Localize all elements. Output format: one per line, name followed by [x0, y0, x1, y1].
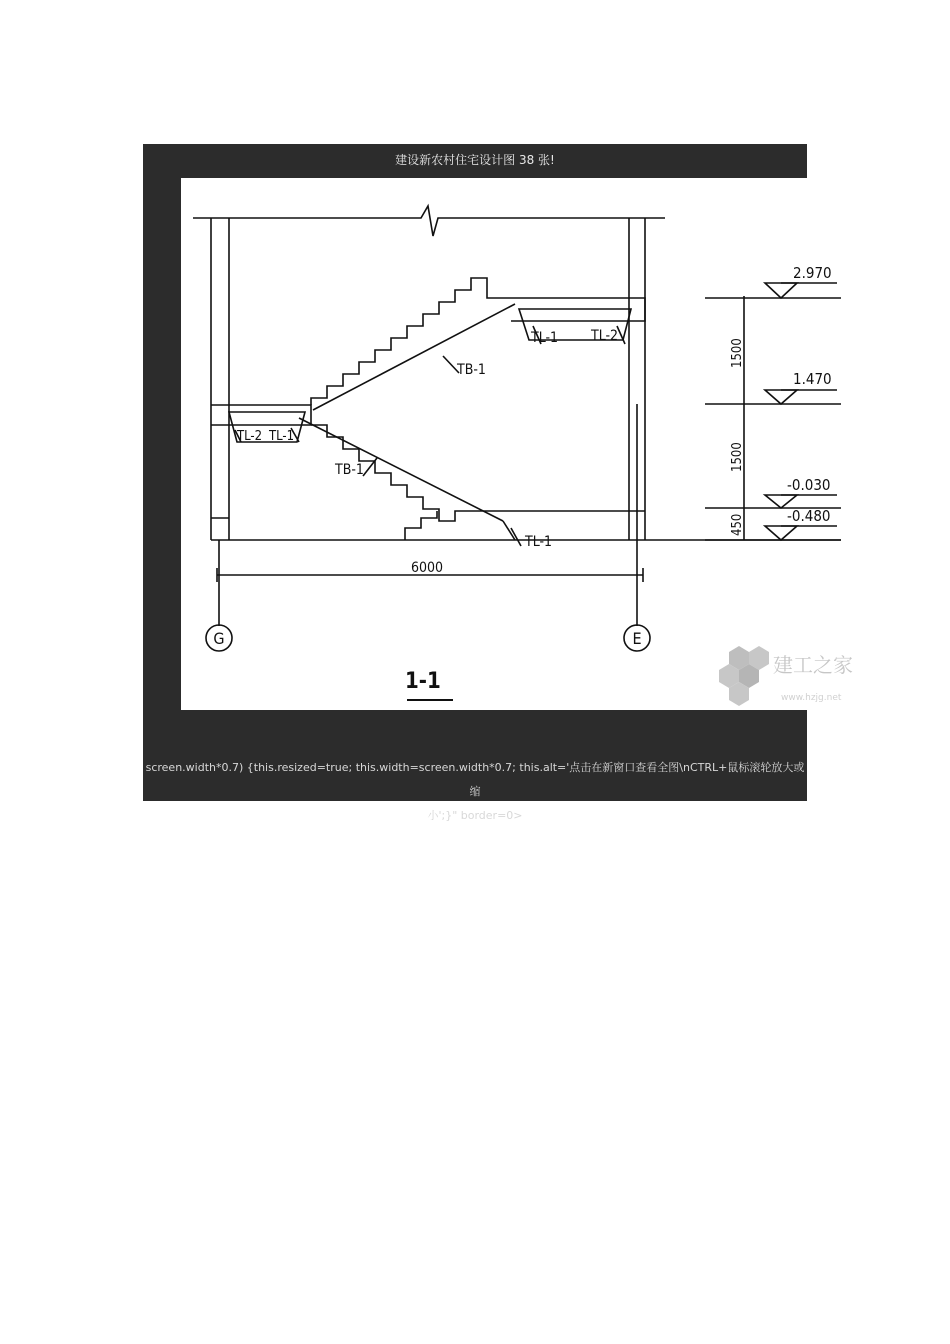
label-tl1-landing: TL-1	[269, 429, 295, 444]
code-caption-line-1: screen.width*0.7) {this.resized=true; this.width=screen.width*0.7; this.alt='点击在新窗口查看全图\nCTRL+鼠标滚轮放大或缩	[145, 761, 805, 798]
elevation-2970: 2.970	[793, 264, 832, 282]
mid-landing-slab	[211, 405, 311, 425]
label-tl1-upper: TL-1	[531, 330, 559, 346]
watermark-logo	[719, 646, 853, 706]
elevation-1470: 1.470	[793, 370, 832, 388]
elev-marker-2970	[765, 283, 797, 298]
image-title-caption: 建设新农村住宅设计图 38 张!	[395, 153, 555, 167]
elev-marker-1470	[765, 390, 797, 404]
watermark-text: 建工之家	[773, 653, 853, 677]
cad-section-svg	[181, 178, 853, 710]
axis-label-g: G	[213, 629, 225, 648]
code-caption-line-2: 小';}" border=0>	[427, 809, 523, 822]
elevation-neg0480: -0.480	[787, 507, 831, 525]
height-dim-lower: 450	[730, 513, 745, 536]
lower-flight-soffit	[299, 418, 503, 521]
label-tb1-lower: TB-1	[335, 462, 364, 478]
elev-marker-0480	[765, 526, 797, 540]
height-dim-middle: 1500	[730, 442, 745, 472]
height-dim-upper: 1500	[730, 338, 745, 368]
elevation-neg0030: -0.030	[787, 476, 831, 494]
watermark-url: www.hzjg.net	[781, 693, 842, 703]
axis-label-e: E	[632, 629, 642, 648]
upper-flight-soffit	[313, 304, 515, 410]
top-break-line	[193, 206, 665, 236]
lower-entry-steps	[405, 511, 437, 540]
label-tl2-landing: TL-2	[237, 429, 263, 444]
stair-section-drawing	[181, 178, 853, 710]
upper-flight-steps	[311, 278, 499, 405]
span-dimension-text: 6000	[411, 560, 444, 576]
label-tb1-upper: TB-1	[457, 362, 486, 378]
section-title: 1-1	[405, 669, 441, 694]
label-tl2-upper: TL-2	[591, 328, 619, 344]
image-code-caption	[143, 756, 807, 828]
label-tl1-lower: TL-1	[525, 534, 553, 550]
